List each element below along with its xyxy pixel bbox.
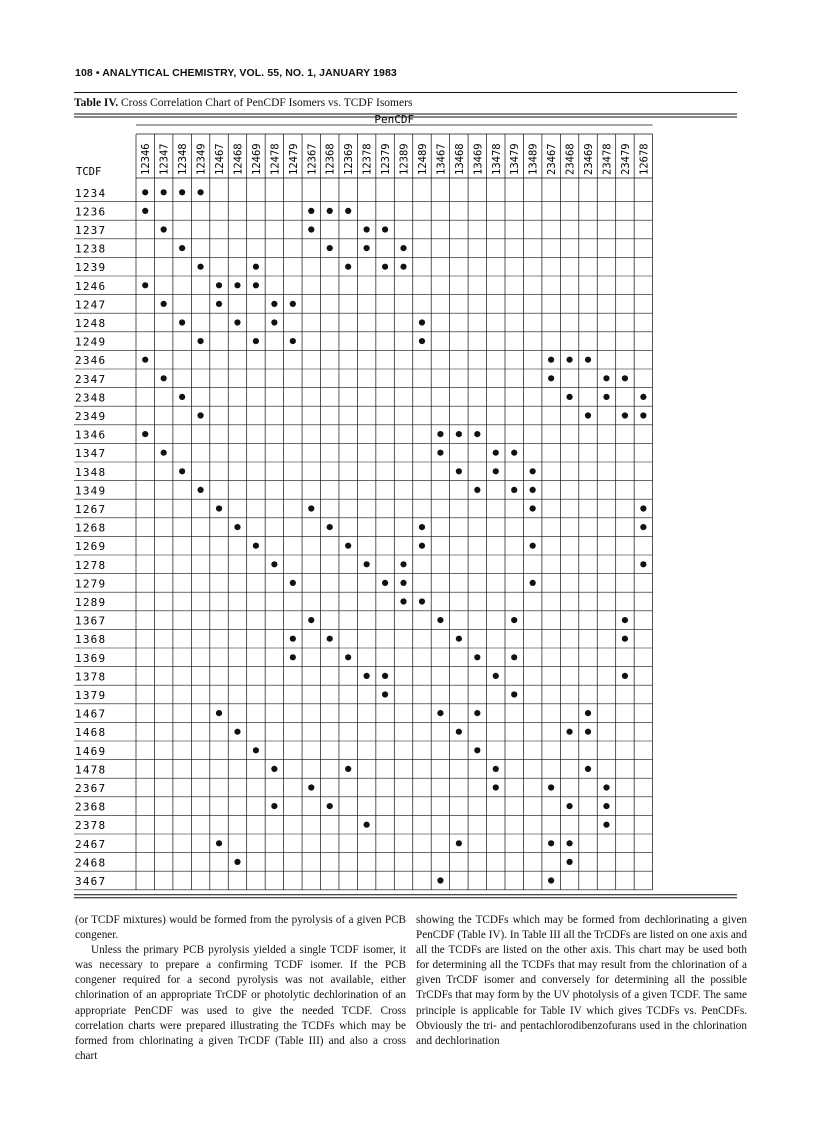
correlation-dot [640, 561, 646, 567]
row-label: 1367 [75, 614, 107, 628]
correlation-dot [327, 524, 333, 530]
row-label: 1248 [75, 317, 107, 330]
correlation-dot [290, 301, 296, 307]
correlation-dot [548, 375, 554, 381]
correlation-dot [345, 543, 351, 549]
column-header: 12389 [398, 143, 411, 175]
correlation-dot [308, 617, 314, 623]
correlation-dot [548, 357, 554, 363]
correlation-dot [585, 710, 591, 716]
correlation-dot [530, 505, 536, 511]
correlation-dot [271, 803, 277, 809]
correlation-dot [345, 654, 351, 660]
column-header: 13489 [527, 143, 540, 175]
correlation-dot [290, 636, 296, 642]
correlation-dot [327, 636, 333, 642]
correlation-dot [511, 450, 517, 456]
correlation-dot [474, 747, 480, 753]
correlation-dot [456, 636, 462, 642]
row-label: 1236 [75, 205, 107, 219]
correlation-dot [603, 803, 609, 809]
correlation-dot [419, 543, 425, 549]
correlation-dot [345, 208, 351, 214]
correlation-dot [216, 301, 222, 307]
correlation-dot [216, 710, 222, 716]
column-header: 23478 [601, 143, 614, 175]
column-header: 12347 [158, 143, 171, 175]
column-header: 13478 [490, 143, 503, 175]
row-label: 1239 [75, 261, 107, 275]
table-caption-label: Table IV. [74, 97, 119, 109]
row-label: 2348 [75, 391, 107, 405]
correlation-dot [474, 487, 480, 493]
row-label: 2378 [75, 819, 107, 833]
correlation-dot [640, 394, 646, 400]
correlation-dot [640, 412, 646, 418]
correlation-dot [493, 450, 499, 456]
correlation-dot [511, 487, 517, 493]
correlation-dot [345, 766, 351, 772]
correlation-dot [585, 412, 591, 418]
row-label: 1348 [75, 465, 107, 479]
row-label: 2346 [75, 354, 107, 368]
correlation-dot [474, 654, 480, 660]
column-header: 12489 [416, 143, 429, 175]
correlation-dot [640, 505, 646, 511]
column-header: 23468 [564, 143, 577, 175]
column-header: 12469 [250, 143, 263, 175]
correlation-dot [179, 394, 185, 400]
row-label: 2368 [75, 800, 107, 814]
correlation-dot [216, 282, 222, 288]
correlation-dot [142, 282, 148, 288]
correlation-dot [585, 357, 591, 363]
row-label: 1368 [75, 633, 107, 647]
correlation-dot [400, 264, 406, 270]
correlation-dot [179, 468, 185, 474]
correlation-dot [585, 766, 591, 772]
row-label: 1279 [75, 577, 107, 591]
correlation-dot [419, 319, 425, 325]
correlation-dot [364, 822, 370, 828]
correlation-dot [603, 784, 609, 790]
row-label: 2468 [75, 856, 107, 870]
column-header: 23469 [583, 143, 596, 175]
column-header: 12378 [361, 143, 374, 175]
correlation-dot [437, 450, 443, 456]
row-label: 1237 [75, 224, 107, 237]
correlation-dot [382, 580, 388, 586]
correlation-dot [419, 338, 425, 344]
correlation-dot [400, 598, 406, 604]
correlation-dot [640, 524, 646, 530]
correlation-dot [530, 580, 536, 586]
row-label: 1249 [75, 335, 107, 349]
row-label: 1246 [75, 279, 107, 293]
row-label: 1269 [75, 540, 107, 554]
correlation-dot [327, 245, 333, 251]
body-column-left [75, 913, 406, 1064]
row-label: 1469 [75, 744, 107, 758]
row-label: 2467 [75, 837, 107, 851]
correlation-dot [234, 524, 240, 530]
row-label: 1378 [75, 670, 107, 684]
correlation-dot [622, 375, 628, 381]
correlation-dot [474, 710, 480, 716]
correlation-dot [364, 245, 370, 251]
column-header: 12379 [380, 143, 393, 175]
correlation-dot [234, 859, 240, 865]
correlation-dot [548, 784, 554, 790]
row-label: 2349 [75, 410, 107, 423]
correlation-dot [493, 766, 499, 772]
column-header: 12478 [269, 143, 282, 175]
column-header: 13479 [509, 143, 522, 175]
paragraph: (or TCDF mixtures) would be formed from the pyrolysis of a given PCB congener. [75, 914, 406, 942]
row-label: 1468 [75, 726, 107, 740]
correlation-dot [566, 394, 572, 400]
correlation-dot [271, 766, 277, 772]
correlation-dot [161, 450, 167, 456]
row-label: 2367 [75, 782, 107, 795]
row-label: 1369 [75, 651, 107, 665]
correlation-dot [493, 673, 499, 679]
row-label: 1278 [75, 558, 107, 572]
row-label: 1289 [75, 596, 107, 609]
row-label: 1268 [75, 521, 107, 535]
correlation-dot [511, 654, 517, 660]
correlation-dot [197, 412, 203, 418]
row-label: 1247 [75, 298, 107, 312]
correlation-dot [364, 673, 370, 679]
correlation-dot [511, 691, 517, 697]
correlation-dot [327, 803, 333, 809]
table-caption-text: Cross Correlation Chart of PenCDF Isomers vs. TCDF Isomers [120, 97, 413, 109]
correlation-dot [197, 338, 203, 344]
column-header: 13469 [472, 143, 485, 175]
correlation-dot [290, 338, 296, 344]
correlation-dot [308, 784, 314, 790]
correlation-dot [603, 394, 609, 400]
correlation-dot [197, 487, 203, 493]
correlation-dot [271, 301, 277, 307]
row-label: 1267 [75, 503, 107, 516]
correlation-dot [142, 208, 148, 214]
column-header: 12479 [287, 143, 300, 175]
correlation-dot [400, 561, 406, 567]
correlation-dot [327, 208, 333, 214]
correlation-dot [364, 561, 370, 567]
correlation-dot [493, 784, 499, 790]
column-header: 12346 [140, 143, 153, 175]
correlation-dot [419, 524, 425, 530]
correlation-dot [400, 245, 406, 251]
pencdf-label: PenCDF [374, 113, 415, 126]
correlation-dot [161, 375, 167, 381]
correlation-dot [437, 431, 443, 437]
row-label: 1346 [75, 428, 107, 442]
correlation-dot [253, 264, 259, 270]
column-header: 12467 [214, 143, 227, 175]
correlation-dot [253, 747, 259, 753]
correlation-dot [271, 561, 277, 567]
tcdf-label: TCDF [76, 166, 102, 178]
correlation-dot [161, 189, 167, 195]
paragraph: Unless the primary PCB pyrolysis yielded a single TCDF isomer, it was necessary to prepare a confirming TCDF isomer. If the PCB congener required for a second pyrolysis was not available, either chlorination of an appropriate TrCDF or photolytic dechlorination of an appropriate PenCDF was used to give the needed TCDF. Cross correlation charts were prepared illustrating the TCDFs which may be formed from chlorinating a given TrCDF (Table III) and also a cross chart [75, 944, 406, 1062]
row-label: 1238 [75, 242, 107, 256]
column-header: 23479 [619, 143, 632, 175]
correlation-dot [530, 468, 536, 474]
correlation-dot [456, 840, 462, 846]
correlation-dot [566, 729, 572, 735]
correlation-dot [566, 840, 572, 846]
correlation-dot [603, 822, 609, 828]
correlation-dot [308, 226, 314, 232]
correlation-dot [308, 208, 314, 214]
correlation-dot [271, 319, 277, 325]
correlation-dot [234, 729, 240, 735]
correlation-dot [437, 710, 443, 716]
correlation-dot [530, 487, 536, 493]
paragraph: showing the TCDFs which may be formed from dechlorinating a given PenCDF (Table IV). In Table III all the TrCDFs are listed on one axis and all the TCDFs are listed on the other axis. This chart may be used both for determining all the TCDFs that may result from the chlorination of a given TrCDF isomer and conversely for determining all the possible TrCDFs that may form by the UV photolysis of a given TCDF. The same principle is applicable for Table IV which gives TCDFs vs. PenCDFs. Obviously the tri- and pentachlorodibenzofurans used in the chlorination and dechlorination [416, 914, 747, 1047]
column-header: 12468 [232, 143, 245, 175]
correlation-dot [142, 357, 148, 363]
row-label: 2347 [75, 372, 107, 386]
correlation-dot [622, 617, 628, 623]
correlation-dot [197, 264, 203, 270]
correlation-dot [548, 840, 554, 846]
correlation-dot [400, 580, 406, 586]
correlation-dot [253, 282, 259, 288]
correlation-dot [566, 859, 572, 865]
correlation-dot [603, 375, 609, 381]
correlation-dot [585, 729, 591, 735]
correlation-dot [308, 505, 314, 511]
row-label: 1349 [75, 484, 107, 498]
row-label: 1478 [75, 763, 107, 777]
correlation-dot [345, 264, 351, 270]
correlation-dot [179, 319, 185, 325]
correlation-dot [234, 282, 240, 288]
correlation-dot [622, 673, 628, 679]
correlation-dot [456, 468, 462, 474]
row-label: 1347 [75, 447, 107, 461]
correlation-dot [382, 264, 388, 270]
row-label: 3467 [75, 875, 107, 888]
correlation-dot [456, 729, 462, 735]
correlation-dot [419, 598, 425, 604]
column-header: 23467 [546, 143, 559, 175]
correlation-dot [197, 189, 203, 195]
column-header: 12678 [638, 143, 651, 175]
column-header: 12349 [195, 143, 208, 175]
row-label: 1379 [75, 689, 107, 702]
correlation-dot [622, 636, 628, 642]
column-header: 12369 [343, 143, 356, 175]
column-header: 12367 [306, 143, 319, 175]
correlation-dot [548, 877, 554, 883]
column-header: 12368 [324, 143, 337, 175]
correlation-dot [474, 431, 480, 437]
column-header: 13468 [453, 143, 466, 175]
body-column-right [416, 913, 747, 1049]
correlation-dot [216, 505, 222, 511]
correlation-dot [216, 840, 222, 846]
running-header: 108 • ANALYTICAL CHEMISTRY, VOL. 55, NO. 1, JANUARY 1983 [75, 67, 397, 79]
correlation-dot [382, 691, 388, 697]
correlation-dot [622, 412, 628, 418]
correlation-dot [511, 617, 517, 623]
correlation-dot [234, 319, 240, 325]
correlation-dot [530, 543, 536, 549]
correlation-dot [382, 673, 388, 679]
correlation-dot [161, 226, 167, 232]
correlation-dot [253, 338, 259, 344]
correlation-dot [437, 617, 443, 623]
correlation-dot [142, 189, 148, 195]
correlation-dot [437, 877, 443, 883]
column-header: 12348 [177, 143, 190, 175]
correlation-dot [253, 543, 259, 549]
correlation-dot [290, 654, 296, 660]
correlation-dot [566, 357, 572, 363]
correlation-dot [566, 803, 572, 809]
correlation-dot [382, 226, 388, 232]
row-label: 1467 [75, 707, 107, 721]
correlation-dot [456, 431, 462, 437]
correlation-dot [290, 580, 296, 586]
correlation-dot [179, 245, 185, 251]
row-label: 1234 [75, 186, 107, 200]
correlation-dot [142, 431, 148, 437]
correlation-dot [493, 468, 499, 474]
correlation-dot [161, 301, 167, 307]
correlation-dot [179, 189, 185, 195]
column-header: 13467 [435, 143, 448, 175]
correlation-dot [364, 226, 370, 232]
